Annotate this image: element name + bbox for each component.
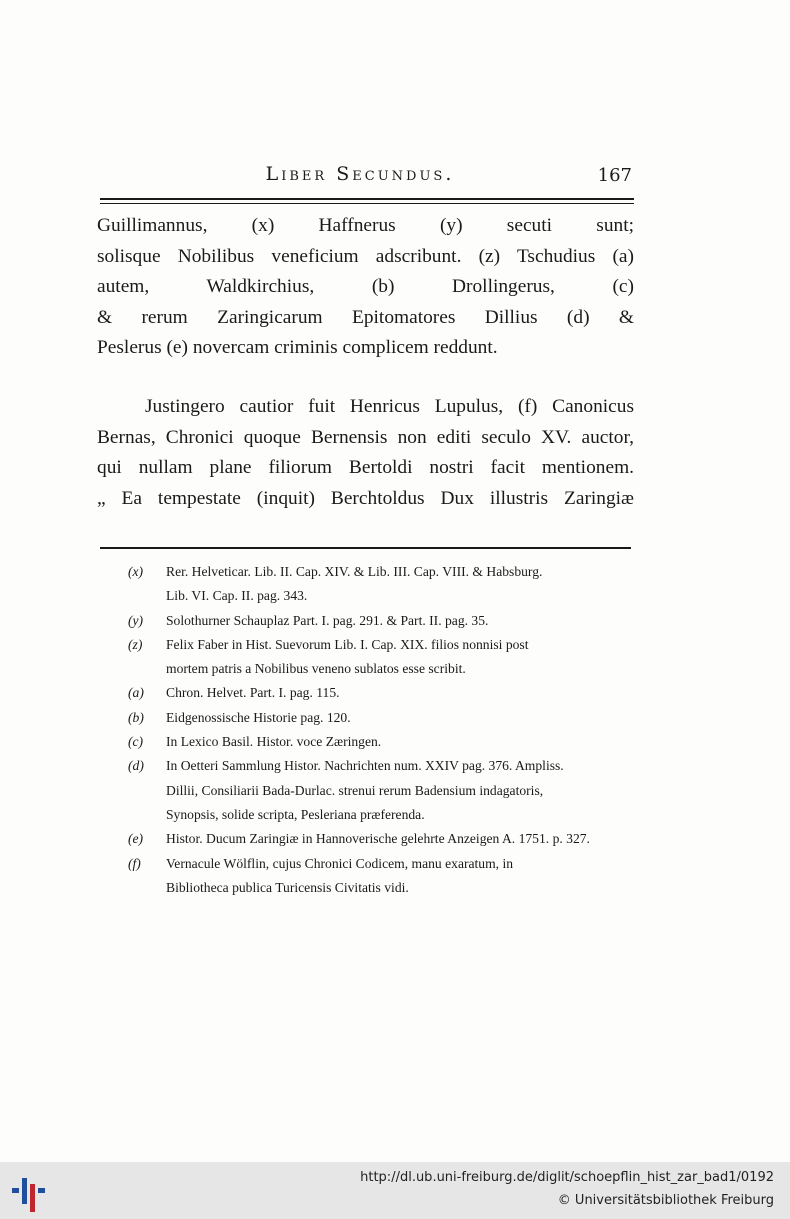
text-line: Bernas, Chronici quoque Bernensis non editi seculo XV. auctor, [97,426,634,448]
footnote-line: Lib. VI. Cap. II. pag. 343. [166,588,308,604]
footnote-line: Rer. Helveticar. Lib. II. Cap. XIV. & Lib. III. Cap. VIII. & Habsburg. [166,564,543,579]
text-line: Justingero cautior fuit Henricus Lupulus, (f) Canonicus [145,396,634,417]
footnote-d [128,754,632,827]
text-line: qui nullam plane filiorum Bertoldi nostri facit mentionem. [97,457,634,478]
footnote-b [128,706,632,730]
footnote-mark: (z) [128,636,143,652]
footnote-y [128,609,632,633]
footnotes [128,560,632,900]
text-line: solisque Nobilibus veneficium adscribunt. (z) Tschudius (a) [97,245,634,267]
footnote-line: In Oetteri Sammlung Histor. Nachrichten num. XXIV pag. 376. Ampliss. [166,758,564,774]
footnote-line: Vernacule Wölflin, cujus Chronici Codicem, manu exaratum, in [166,855,514,871]
text-line: „ Ea tempestate (inquit) Berchtoldus Dux illustris Zaringiæ [97,487,634,509]
page-number: 167 [597,165,632,186]
footnote-mark: (f) [128,855,141,871]
paragraph-1 [97,211,634,364]
footnote-mark: (d) [128,758,144,774]
footnote-line: Histor. Ducum Zaringiæ in Hannoverische gelehrte Anzeigen A. 1751. p. 327. [166,831,590,847]
footnote-line: Eidgenossische Historie pag. 120. [166,709,351,725]
footnote-z [128,633,632,682]
footnote-line: Dillii, Consiliarii Bada-Durlac. strenui rerum Badensium indagatoris, [166,782,544,798]
paragraph-2 [97,392,634,514]
header-double-rule [100,198,634,204]
footnote-mark: (e) [128,831,144,847]
footnote-line: Chron. Helvet. Part. I. pag. 115. [166,685,340,701]
footnote-line: In Lexico Basil. Histor. voce Zæringen. [166,734,382,750]
footnote-mark: (c) [128,734,144,750]
footnote-a [128,681,632,705]
footnote-f [128,852,632,901]
text-line: & rerum Zaringicarum Epitomatores Dillius (d) & [97,306,634,328]
footnote-line: Bibliotheca publica Turicensis Civitatis vidi. [166,879,409,895]
footnote-e [128,827,632,851]
viewer-footer [0,1162,790,1219]
permalink-url[interactable]: http://dl.ub.uni-freiburg.de/diglit/schoepflin_hist_zar_bad1/0192 [360,1170,774,1185]
footnote-mark: (a) [128,685,144,701]
footnote-mark: (x) [128,564,144,579]
text-line: Guillimannus, (x) Haffnerus (y) secuti sunt; [97,215,634,236]
running-title: Liber Secundus. [265,163,455,185]
footnote-line: mortem patris a Nobilibus veneno sublatos esse scribit. [166,661,466,677]
text-line: Peslerus (e) novercam criminis complicem reddunt. [97,337,498,358]
footnote-rule [100,547,631,549]
ub-freiburg-logo-icon[interactable] [8,1170,50,1212]
text-line: autem, Waldkirchius, (b) Drollingerus, (c) [97,276,634,297]
footnote-mark: (b) [128,709,144,725]
footnote-line: Solothurner Schauplaz Part. I. pag. 291. & Part. II. pag. 35. [166,612,489,628]
running-head [100,163,634,191]
footnote-x [128,560,632,609]
footnote-line: Synopsis, solide scripta, Pesleriana præferenda. [166,806,425,822]
footnote-mark: (y) [128,612,144,628]
footnote-line: Felix Faber in Hist. Suevorum Lib. I. Cap. XIX. filios nonnisi post [166,636,529,652]
footnote-c [128,730,632,754]
copyright-notice: © Universitätsbibliothek Freiburg [557,1193,774,1208]
